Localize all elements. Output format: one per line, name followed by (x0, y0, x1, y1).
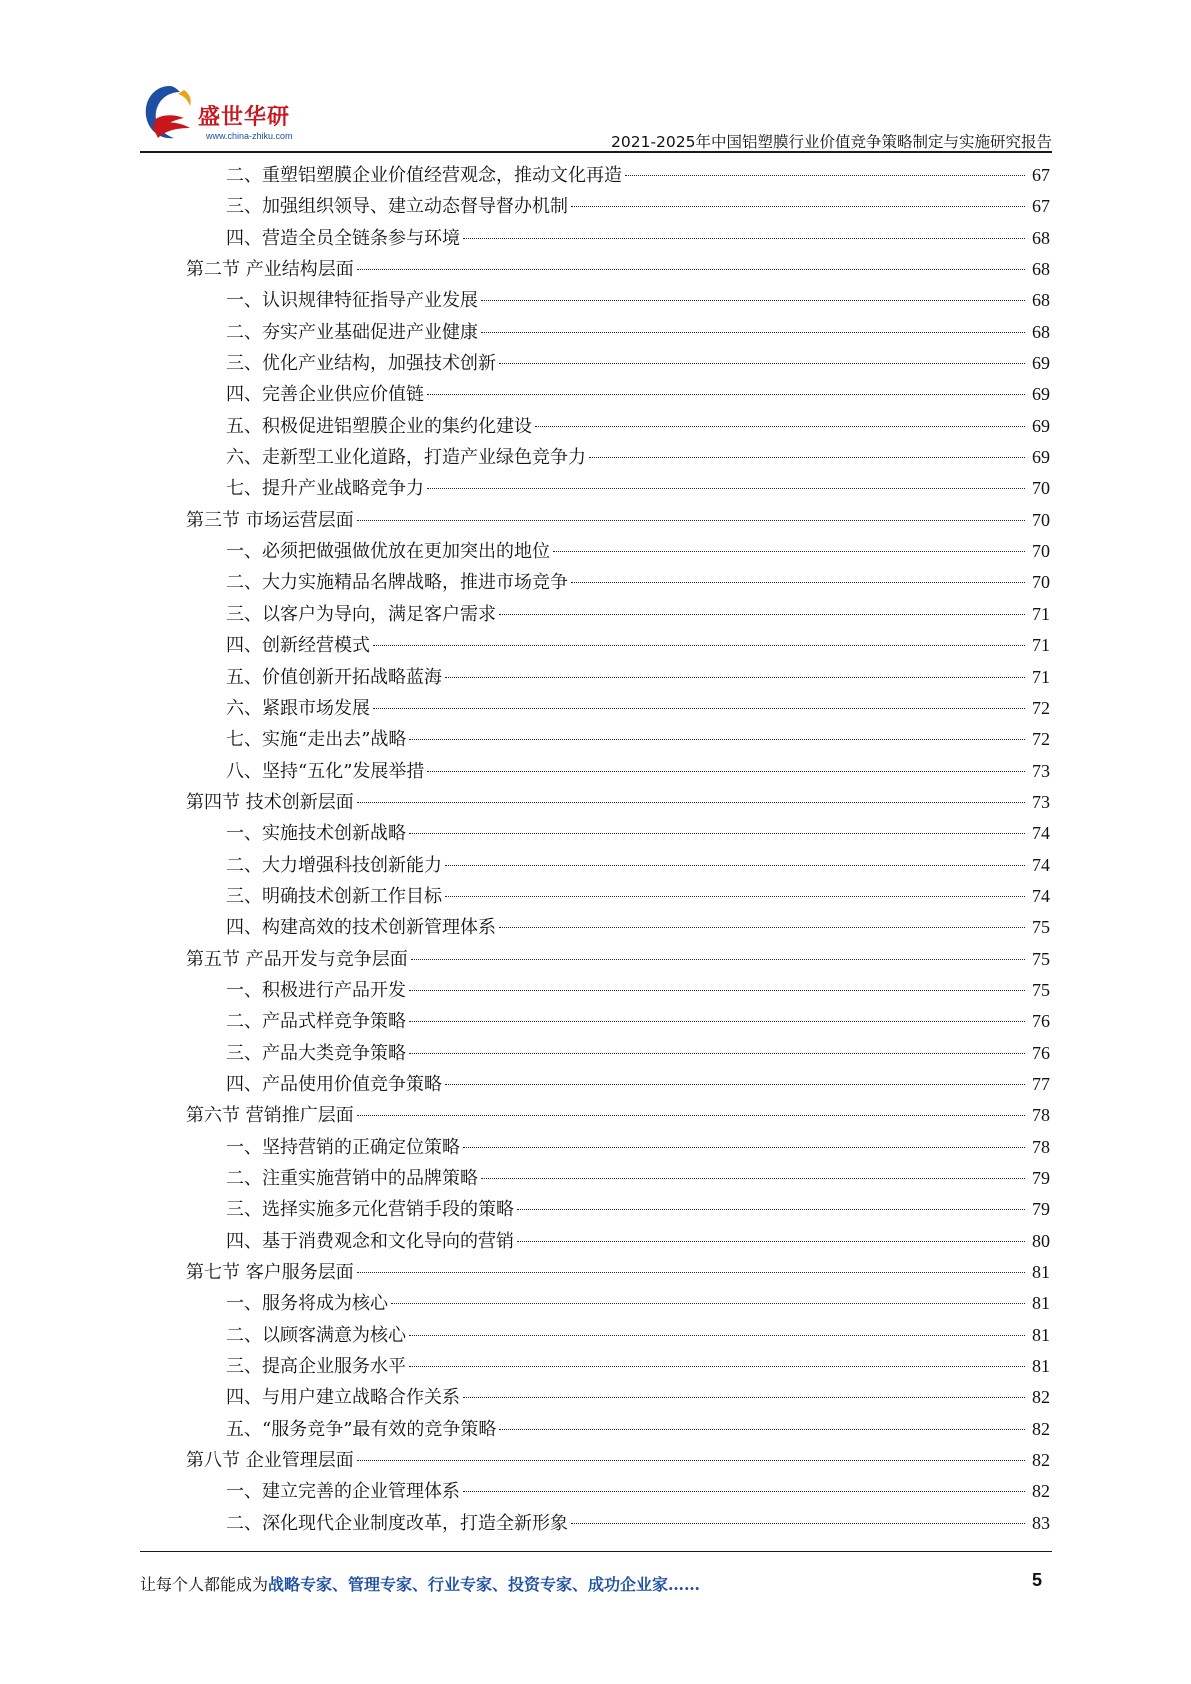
toc-item-row[interactable] (186, 975, 1050, 1006)
toc-section-row[interactable] (186, 1100, 1050, 1131)
toc-dot-leader (571, 582, 1025, 583)
toc-dot-leader (427, 394, 1025, 395)
toc-item-row[interactable] (186, 285, 1050, 316)
page-number: 5 (1031, 1570, 1042, 1590)
toc-page-number: 76 (1032, 1042, 1050, 1063)
toc-section-row[interactable] (186, 944, 1050, 975)
toc-item-row[interactable] (186, 1414, 1050, 1445)
toc-entry-label: 四、完善企业供应价值链 (226, 384, 424, 406)
toc-entry-label: 一、积极进行产品开发 (226, 979, 406, 1001)
footer-slogan (140, 1572, 700, 1595)
toc-entry-label: 第四节 技术创新层面 (186, 791, 354, 813)
toc-entry-label: 四、创新经营模式 (226, 635, 370, 657)
toc-entry-label: 三、提高企业服务水平 (226, 1356, 406, 1378)
toc-page-number: 67 (1032, 165, 1050, 185)
toc-dot-leader (409, 1053, 1025, 1054)
toc-entry-label: 第八节 企业管理层面 (186, 1450, 354, 1472)
toc-entry-label: 一、建立完善的企业管理体系 (226, 1481, 460, 1503)
toc-item-row[interactable] (186, 693, 1050, 724)
toc-item-row[interactable] (186, 1194, 1050, 1225)
toc-dot-leader (409, 739, 1025, 740)
toc-item-row[interactable] (186, 1163, 1050, 1194)
toc-dot-leader (481, 300, 1025, 301)
toc-page-number: 69 (1032, 415, 1050, 436)
toc-page-number: 72 (1032, 729, 1050, 750)
toc-page-number: 68 (1032, 290, 1050, 311)
toc-dot-leader (357, 802, 1025, 803)
toc-dot-leader (409, 1335, 1025, 1336)
toc-dot-leader (357, 269, 1025, 270)
toc-page-number: 81 (1032, 1324, 1050, 1345)
toc-dot-leader (411, 959, 1025, 960)
toc-entry-label: 三、以客户为导向，满足客户需求 (226, 603, 496, 625)
toc-entry-label: 二、夯实产业基础促进产业健康 (226, 321, 478, 343)
toc-item-row[interactable] (186, 160, 1050, 191)
toc-page-number: 67 (1032, 196, 1050, 217)
toc-entry-label: 七、提升产业战略竞争力 (226, 478, 424, 500)
toc-page-number: 82 (1032, 1481, 1050, 1502)
toc-item-row[interactable] (186, 756, 1050, 787)
toc-section-row[interactable] (186, 1257, 1050, 1288)
toc-entry-label: 五、积极促进铝塑膜企业的集约化建设 (226, 415, 532, 437)
toc-entry-label: 六、走新型工业化道路，打造产业绿色竞争力 (226, 447, 586, 469)
toc-page-number: 73 (1032, 791, 1050, 812)
toc-entry-label: 一、认识规律特征指导产业发展 (226, 290, 478, 312)
toc-section-row[interactable] (186, 787, 1050, 818)
toc-entry-label: 一、坚持营销的正确定位策略 (226, 1136, 460, 1158)
logo-emblem-icon (140, 80, 202, 146)
toc-page-number: 74 (1032, 854, 1050, 875)
toc-item-row[interactable] (186, 473, 1050, 504)
toc-dot-leader (463, 238, 1025, 239)
toc-page-number: 71 (1032, 603, 1050, 624)
toc-page-number: 78 (1032, 1105, 1050, 1126)
toc-entry-label: 三、选择实施多元化营销手段的策略 (226, 1199, 514, 1221)
toc-page-number: 81 (1032, 1356, 1050, 1377)
logo-name: 盛世华研 (198, 105, 291, 130)
toc-page-number: 75 (1032, 917, 1050, 938)
page-header (140, 78, 1052, 156)
toc-page-number: 79 (1032, 1168, 1050, 1188)
toc-dot-leader (357, 1272, 1025, 1273)
toc-entry-label: 第七节 客户服务层面 (186, 1262, 354, 1284)
toc-entry-label: 二、产品式样竞争策略 (226, 1011, 406, 1033)
toc-page-number: 69 (1032, 447, 1050, 468)
toc-item-row[interactable] (186, 1508, 1050, 1539)
toc-entry-label: 二、深化现代企业制度改革，打造全新形象 (226, 1512, 568, 1534)
toc-entry-label: 八、坚持“五化”发展举措 (226, 760, 425, 782)
toc-dot-leader (445, 896, 1025, 897)
report-title: 2021-2025年中国铝塑膜行业价值竞争策略制定与实施研究报告 (611, 133, 1052, 151)
toc-page-number: 81 (1032, 1262, 1050, 1283)
toc-item-row[interactable] (186, 1226, 1050, 1257)
toc-dot-leader (571, 1523, 1025, 1524)
toc-page-number: 74 (1032, 823, 1050, 844)
toc-dot-leader (357, 520, 1025, 521)
toc-item-row[interactable] (186, 223, 1050, 254)
toc-entry-label: 二、注重实施营销中的品牌策略 (226, 1168, 478, 1189)
toc-dot-leader (427, 771, 1025, 772)
toc-dot-leader (409, 1366, 1025, 1367)
toc-entry-label: 三、产品大类竞争策略 (226, 1042, 406, 1064)
toc-page-number: 68 (1032, 259, 1050, 280)
toc-page-number: 81 (1032, 1293, 1050, 1314)
toc-dot-leader (409, 833, 1025, 834)
toc-dot-leader (445, 865, 1025, 866)
toc-item-row[interactable] (186, 1069, 1050, 1100)
header-divider (140, 151, 1052, 153)
toc-item-row[interactable] (186, 317, 1050, 348)
toc-item-row[interactable] (186, 818, 1050, 849)
toc-page-number: 70 (1032, 572, 1050, 593)
toc-dot-leader (481, 332, 1025, 333)
toc-page-number: 69 (1032, 353, 1050, 374)
page-footer (140, 1572, 1052, 1596)
toc-dot-leader (373, 645, 1025, 646)
toc-page-number: 71 (1032, 635, 1050, 656)
toc-entry-label: 第二节 产业结构层面 (186, 259, 354, 281)
toc-page-number: 78 (1032, 1136, 1050, 1157)
toc-page-number: 75 (1032, 948, 1050, 969)
toc-page-number: 76 (1032, 1011, 1050, 1032)
toc-page-number: 68 (1032, 227, 1050, 248)
toc-page-number: 77 (1032, 1073, 1050, 1094)
toc-dot-leader (373, 708, 1025, 709)
toc-entry-label: 三、优化产业结构，加强技术创新 (226, 353, 496, 375)
toc-dot-leader (463, 1147, 1025, 1148)
toc-entry-label: 二、大力实施精品名牌战略，推进市场竞争 (226, 572, 568, 594)
toc-dot-leader (535, 426, 1025, 427)
toc-item-row[interactable] (186, 599, 1050, 630)
toc-item-row[interactable] (186, 191, 1050, 222)
toc-dot-leader (499, 1429, 1025, 1430)
toc-page-number: 82 (1032, 1387, 1050, 1408)
toc-item-row[interactable] (186, 536, 1050, 567)
logo-url: www.china-zhiku.com (206, 131, 293, 141)
toc-entry-label: 四、构建高效的技术创新管理体系 (226, 917, 496, 939)
toc-item-row[interactable] (186, 850, 1050, 881)
toc-page-number: 69 (1032, 384, 1050, 405)
toc-dot-leader (463, 1491, 1025, 1492)
toc-entry-label: 第五节 产品开发与竞争层面 (186, 948, 408, 970)
toc-dot-leader (499, 614, 1025, 615)
toc-dot-leader (409, 1021, 1025, 1022)
toc-entry-label: 二、重塑铝塑膜企业价值经营观念，推动文化再造 (226, 165, 622, 186)
toc-item-row[interactable] (186, 567, 1050, 598)
toc-entry-label: 五、“服务竞争”最有效的竞争策略 (226, 1418, 497, 1440)
toc-entry-label: 一、服务将成为核心 (226, 1293, 388, 1315)
toc-entry-label: 第六节 营销推广层面 (186, 1105, 354, 1127)
toc-entry-label: 二、以顾客满意为核心 (226, 1324, 406, 1346)
toc-dot-leader (463, 1397, 1025, 1398)
toc-item-row[interactable] (186, 1006, 1050, 1037)
toc-entry-label: 四、营造全员全链条参与环境 (226, 227, 460, 249)
toc-page-number: 82 (1032, 1418, 1050, 1439)
toc-entry-label: 六、紧跟市场发展 (226, 697, 370, 719)
toc-page-number: 72 (1032, 697, 1050, 718)
toc-page-number: 74 (1032, 885, 1050, 906)
toc-page-number: 70 (1032, 478, 1050, 499)
toc-entry-label: 四、产品使用价值竞争策略 (226, 1073, 442, 1095)
toc-dot-leader (357, 1115, 1025, 1116)
toc-section-row[interactable] (186, 505, 1050, 536)
toc-page-number: 80 (1032, 1230, 1050, 1251)
toc-dot-leader (427, 488, 1025, 489)
toc-entry-label: 五、价值创新开拓战略蓝海 (226, 666, 442, 688)
toc-page-number: 82 (1032, 1450, 1050, 1471)
toc-dot-leader (445, 677, 1025, 678)
toc-dot-leader (481, 1178, 1025, 1179)
toc-entry-label: 三、明确技术创新工作目标 (226, 885, 442, 907)
toc-entry-label: 第三节 市场运营层面 (186, 509, 354, 531)
footer-divider (140, 1551, 1052, 1552)
toc-entry-label: 七、实施“走出去”战略 (226, 729, 407, 751)
toc-item-row[interactable] (186, 348, 1050, 379)
table-of-contents (186, 160, 1050, 1539)
toc-dot-leader (445, 1084, 1025, 1085)
toc-page-number: 70 (1032, 509, 1050, 530)
toc-item-row[interactable] (186, 1132, 1050, 1163)
toc-dot-leader (499, 927, 1025, 928)
toc-entry-label: 一、必须把做强做优放在更加突出的地位 (226, 541, 550, 563)
toc-item-row[interactable] (186, 630, 1050, 661)
toc-item-row[interactable] (186, 1320, 1050, 1351)
toc-entry-label: 一、实施技术创新战略 (226, 823, 406, 845)
toc-page-number: 71 (1032, 666, 1050, 687)
toc-item-row[interactable] (186, 724, 1050, 755)
toc-dot-leader (517, 1209, 1025, 1210)
toc-dot-leader (553, 551, 1025, 552)
toc-page-number: 73 (1032, 760, 1050, 781)
toc-section-row[interactable] (186, 1445, 1050, 1476)
toc-dot-leader (357, 1460, 1025, 1461)
toc-item-row[interactable] (186, 662, 1050, 693)
toc-item-row[interactable] (186, 912, 1050, 943)
toc-dot-leader (409, 990, 1025, 991)
toc-dot-leader (391, 1303, 1025, 1304)
toc-page-number: 68 (1032, 321, 1050, 342)
toc-entry-label: 四、基于消费观念和文化导向的营销 (226, 1230, 514, 1252)
toc-dot-leader (589, 457, 1025, 458)
toc-item-row[interactable] (186, 1476, 1050, 1507)
toc-dot-leader (625, 175, 1025, 176)
toc-entry-label: 二、大力增强科技创新能力 (226, 854, 442, 876)
toc-dot-leader (499, 363, 1025, 364)
footer-slogan-prefix: 让每个人都能成为 (140, 1575, 269, 1594)
toc-entry-label: 三、加强组织领导、建立动态督导督办机制 (226, 196, 568, 218)
toc-item-row[interactable] (186, 411, 1050, 442)
toc-dot-leader (571, 206, 1025, 207)
toc-section-row[interactable] (186, 254, 1050, 285)
toc-item-row[interactable] (186, 1288, 1050, 1319)
toc-item-row[interactable] (186, 1351, 1050, 1382)
toc-item-row[interactable] (186, 881, 1050, 912)
toc-page-number: 79 (1032, 1199, 1050, 1220)
toc-page-number: 75 (1032, 979, 1050, 1000)
toc-item-row[interactable] (186, 1038, 1050, 1069)
toc-dot-leader (517, 1241, 1025, 1242)
footer-slogan-highlight: 战略专家、管理专家、行业专家、投资专家、成功企业家…… (268, 1575, 701, 1594)
toc-item-row[interactable] (186, 442, 1050, 473)
toc-item-row[interactable] (186, 1382, 1050, 1413)
company-logo (140, 78, 310, 150)
toc-page-number: 70 (1032, 541, 1050, 562)
toc-page-number: 83 (1032, 1512, 1050, 1533)
toc-entry-label: 四、与用户建立战略合作关系 (226, 1387, 460, 1409)
toc-item-row[interactable] (186, 379, 1050, 410)
